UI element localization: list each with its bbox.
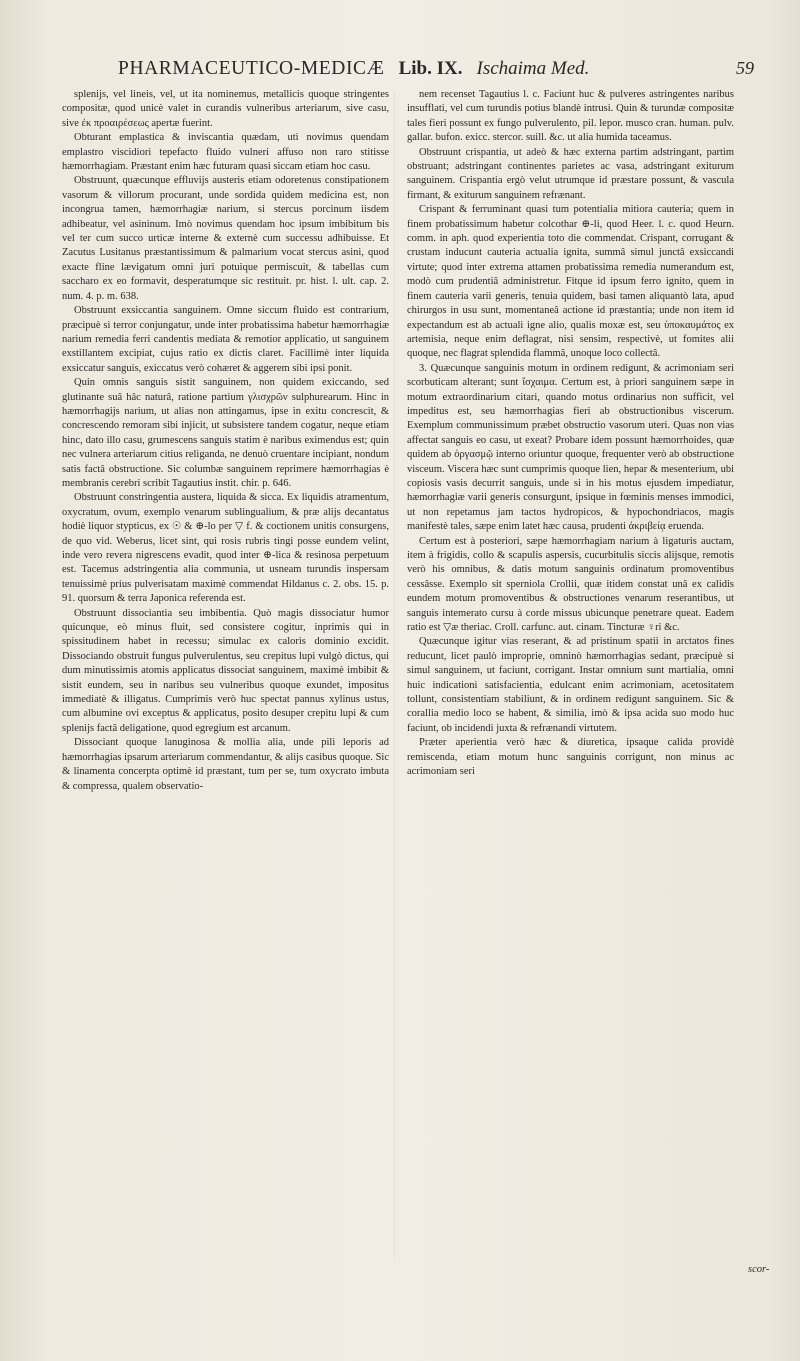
paragraph: Obstruunt constringentia austera, liquida & sicca. Ex liquidis atramentum, oxycratum, ovum, exemplo venarum sublingualium, & præ alijs decantatus hodiè liquor stypticus, ex ☉ & ⊕-lo per ▽ f. & coctionem unitis consurgens, de quo vid. Weberus, licet sint, qui rosis rubris tingi posse eundem velint, inde vero revera nigrescens evadit, quod inter ⊕-lica & resinosa perpetuum est. Tacemus adstringentia alia communia, ut usneam turundis inspersam tenuissimè prius pulverisatam maximè commendat Hildanus c. 2. obs. 15. p. 91. quorsum & terra Japonica referenda est. [62,492,389,605]
paragraph: Præter aperientia verò hæc & diuretica, ipsaque calida providè remiscenda, etiam motum hunc sanguinis corrigunt, non minus ac acrimoniam seri [407,737,734,778]
running-header [118,58,758,88]
paragraph: Obturant emplastica & inviscantia quædam, uti novimus quendam emplastro viscidiori tepefacto fluido vulneri affuso non raro stitisse hæmorrhagiam. Præstant enim hæc futuram quasi siccam etiam hoc casu. [62,132,389,173]
paragraph: Obstruunt exsiccantia sanguinem. Omne siccum fluido est contrarium, præcipuè si terror conjungatur, unde inter probatissima habetur hæmorrhagiæ narium remedia ferri candentis mediata & remotior applicatio, ut sanguinem exstillantem excipiat, cujus ratio ex dictis claret. Facillimè inter liquida exsiccatur sanguis, exiccatus verò cohæret & aggerem sibi ipsi ponit. [62,305,389,374]
paragraph: splenijs, vel lineis, vel, ut ita nominemus, metallicis quoque stringentes compositæ, quod unicè valet in curandis vulneribus arteriarum, sive casu, sive ἐκ προαιρέσεως apertæ fuerint. [62,89,389,129]
paragraph: Obstruunt dissociantia seu imbibentia. Quò magis dissociatur humor quicunque, eò minus fluit, sed consistere cogitur, inprimis qui in spissitudinem habet in recessu; simulac ex caloris dominio excidit. Dissociando obstruit fungus pulverulentus, seu crepitus lupi vulgò dictus, qui dum minutissimis atomis applicatus dissociat sanguinem, maximè imbibit & sistit eundem, seu in naribus seu vulneribus quoque exundet, impositus immediatè & illigatus. Cumprimis verò huc spectat pannus xylinus ustus, cum albumine ovi exceptus & applicatus, posito desuper crepitu lupi & cum splenijs factâ deligatione, quod egregium est arcanum. [62,607,389,734]
paragraph: 3. Quæcunque sanguinis motum in ordinem redigunt, & acrimoniam seri scorbuticam alterant; sunt ἴσχαιμα. Certum est, à priori sanguinem sæpe in motum extraordinarium citari, quando motus ordinarius non sufficit, vel impeditus est, seu hæmorrhagias fieri ab obstructionibus viscerum. Exemplum communissimum præbet obstructio vasorum uteri. Quas non vias affectat sanguis eo casu, ut exeat? Probare idem possunt hæmorrhoides, quæ quidem ab ὀργασμῷ interno oriuntur quoque, frequenter verò ab obstructione visceum. Viscera hæc sunt cumprimis quoque lien, hepar & mesenterium, ubi copiosis vasis decurrit sanguis, unde si in his motus ejusdem impediatur, hæmorrhagiæ varii generis consurgunt, ipsique in fœminis menses immodici, ut non repetamus jam tactos hydropicos, & hypochondriacos, magis manifestè tales, sæpe enim latet hæc causa, prudenti ἀκριβείᾳ eruenda. [407,362,734,533]
paragraph: Quin omnis sanguis sistit sanguinem, non quidem exiccando, sed glutinante suâ hâc naturâ, ratione partium γλισχρῶν sulphurearum. Hinc in hæmorrhagijs narium, ut alias non attingamus, ipse in exitu concrescit, & concrescendo remoram sibi injicit, ut subsistere tandem cogatur, neque etiam hinc, dato illo casu, grumescens sanguis statim è naribus eximendus est; quin nec vulnera arteriarum citius religanda, ne denuò cruentare incipiant, nondum satis factâ obstructione. Sic columbæ sanguinem reprimere hæmorrhagias è membranis cerebri scribit Tagautius instit. chir. p. 646. [62,377,389,489]
section-title: Ischaima Med. [476,58,590,79]
column-gutter [394,92,395,1257]
paragraph: Obstruunt, quæcunque effluvijs austeris etiam odoretenus constipationem vasorum & villorum procurant, unde sordida quidem medicina est, non incongrua tamen, hæmorrhagiæ narium, si stercus porcinum iisdem adhibeatur, vel asininum. Imò novimus quendam hoc ipsum imbibitum bis vel ter cum succo urticæ interne & externè cum successu adhibuisse. Et Zacutus Lusitanus præstantissimum & palmarium vocat stercus asini, quod exacte fline lævigatum omni juri potuique permiscuit, & tabellas cum saccharo ex eo formavit, desperatumque sic restituit. pr. hist. l. ult. cap. 2. num. 4. p. m. 638. [62,175,389,302]
paragraph: Dissociant quoque lanuginosa & mollia alia, unde pili leporis ad hæmorrhagias ipsarum arteriarum commendantur, & alijs casibus quoque. Sic & linamenta concerpta optimè id præstant, tum per se, tum oxycrato imbuta & compressa, qualem observatio- [62,737,389,792]
running-title: PHARMACEUTICO-MEDICÆ [118,58,385,79]
page-number: 59 [736,58,754,78]
paragraph: Certum est à posteriori, sæpe hæmorrhagiam narium à ligaturis auctam, item à frigidis, collo & scapulis aspersis, cucurbitulis siccis alijsque, remotis verò his omnibus, & datis motum sanguinis ordinatum promoventibus cessâsse. Exemplo sit sperniola Crollii, quæ itidem constat unâ ex calidis eundem motum promoventibus & obstructiones venarum reserantibus, ut sanguis intemerato cursu à corde missus ubicunque penetrare queat. Eadem ratio est ▽æ theriac. Croll. carfunc. aut. cinam. Tincturæ ♀ri &c. [407,535,734,634]
catchword: scor- [748,1264,770,1275]
paragraph: Quæcunque igitur vias reserant, & ad pristinum spatii in arctatos fines reducunt, licet paulò improprie, omninò hæmorrhagias sedant, præcipuè si simul sanguinem, ut faciunt, corrigant. Instar omnium sunt martialia, omni huic indicationi satisfacientia, edulcant enim acrimoniam, acetositatem tollunt, consistentiam stabiliunt, & in ordinem redigunt sanguinem. Sic & corallia medio loco se habent, & similia, imò & ipsa acida suo modo huc faciunt, ob incidendi juxta & refrænandi virtutem. [407,636,734,734]
book-number: Lib. IX. [398,58,463,79]
paragraph: nem recenset Tagautius l. c. Faciunt huc & pulveres astringentes naribus insufflati, vel cum turundis potius blandè intrusi. Quin & turundæ compositæ tales fieri possunt ex fungo pulverulento, pil. lepor. musco cran. human. pulv. gallar. bufon. exicc. stercor. suill. &c. ut alia humida taceamus. [407,89,734,144]
paragraph: Obstruunt crispantia, ut adeò & hæc externa partim adstringant, partim obstruant; adstringant continentes parietes ac vasa, adstringant exiturum sanguinem. Crispantia ergò velut utrumque id præstare possunt, & vascula firmant, & exiturum sanguinem refrænant. [407,146,734,201]
paragraph: Crispant & ferruminant quasi tum potentialia mitiora cauteria; quem in finem probatissimum habetur colcothar ⊕-li, quod Heer. l. c. quod Heurn. comm. in aph. quod experientia toto die commendat. Crispant, corrugant & crustam inducunt cauteria actualia ignita, summâ simul junctâ exsiccandi virtute; quod inter extrema attamen probatissima remedia numerandum est, modò cum prudentiâ administretur. Fitque id ipsum ferro ignito, quem in finem cauteria varii generis, tenuia quidem, basi tamen aliquantò lata, apud chirurgos in usu sunt, momentaneâ actione id præstantia; unde non item id expectandum est ab actuali igne alio, qualis moxæ est, seu ὑποκαυμάτος ex artemisia, neque enim deflagrat, nisi sensim, respectivè, ut fomites alii quoque, nec flagrat splendida flammâ, unoque loco collectâ. [407,204,734,360]
right-column [407,88,734,780]
left-column [62,88,389,794]
